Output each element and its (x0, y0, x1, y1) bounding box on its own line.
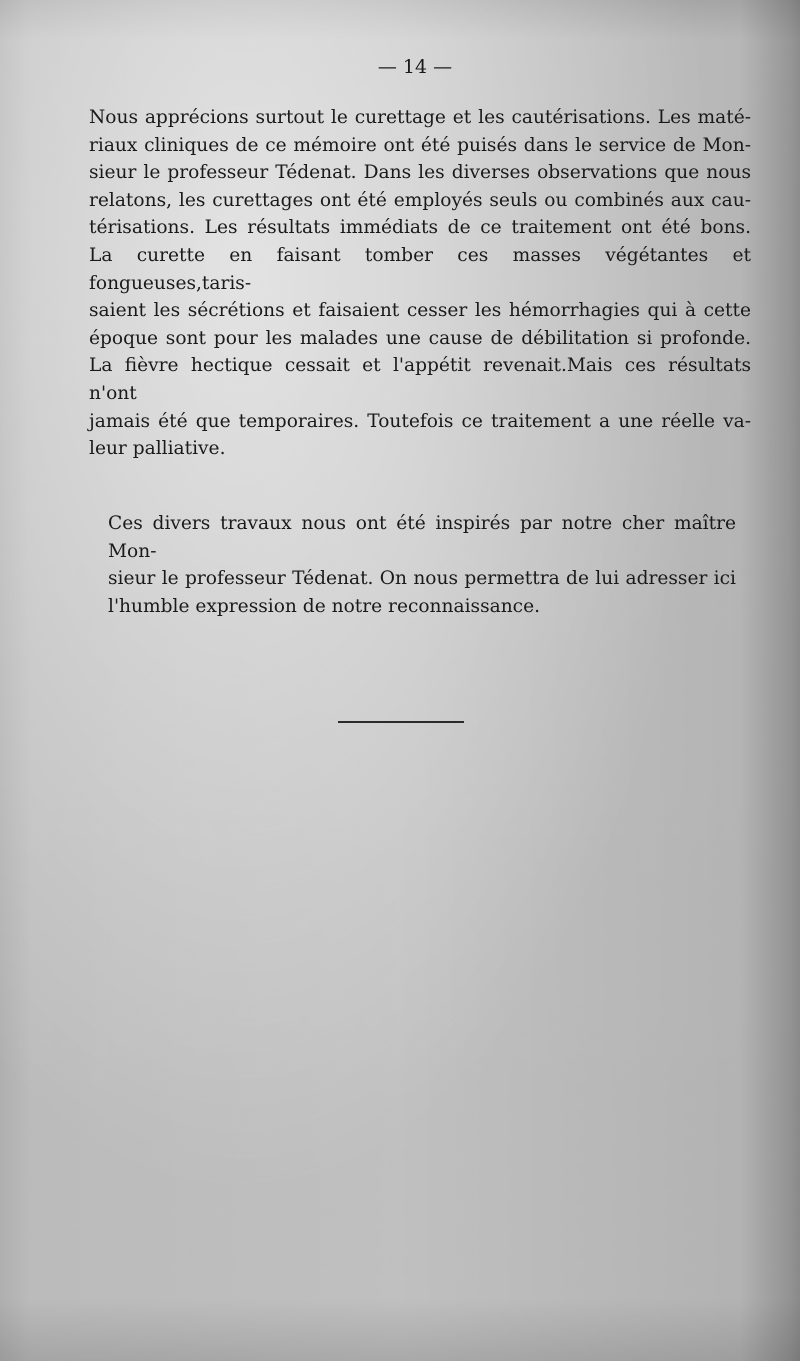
text-line: époque sont pour les malades une cause de débilitation si profonde. (89, 327, 751, 349)
text-line: La fièvre hectique cessait et l'appétit revenait.Mais ces résultats n'ont (89, 355, 751, 404)
paragraph-acknowledgement (108, 510, 736, 620)
text-line: sieur le professeur Tédenat. Dans les diverses observations que nous (89, 162, 751, 184)
text-line: l'humble expression de notre reconnaissance. (108, 595, 541, 617)
text-line: térisations. Les résultats immédiats de ce traitement ont été bons. (89, 217, 751, 239)
text-line: riaux cliniques de ce mémoire ont été puisés dans le service de Mon- (89, 134, 751, 156)
paragraph-curettage (89, 104, 751, 463)
text-line: leur palliative. (89, 438, 226, 460)
text-line: La curette en faisant tomber ces masses végétantes et fongueuses,taris- (89, 244, 751, 294)
text-line: sieur le professeur Tédenat. On nous permettra de lui adresser ici (108, 568, 736, 590)
text-line: jamais été que temporaires. Toutefois ce traitement a une réelle va- (89, 410, 751, 432)
closing-rule (338, 721, 464, 723)
text-line: Nous apprécions surtout le curettage et les cautérisations. Les maté- (89, 107, 751, 128)
text-line: Ces divers travaux nous ont été inspirés par notre cher maître Mon- (108, 513, 736, 562)
text-line: saient les sécrétions et faisaient cesser les hémorrhagies qui à cette (89, 300, 751, 322)
page-number: — 14 — (377, 56, 453, 78)
text-line: relatons, les curettages ont été employés seuls ou combinés aux cau- (89, 189, 751, 211)
